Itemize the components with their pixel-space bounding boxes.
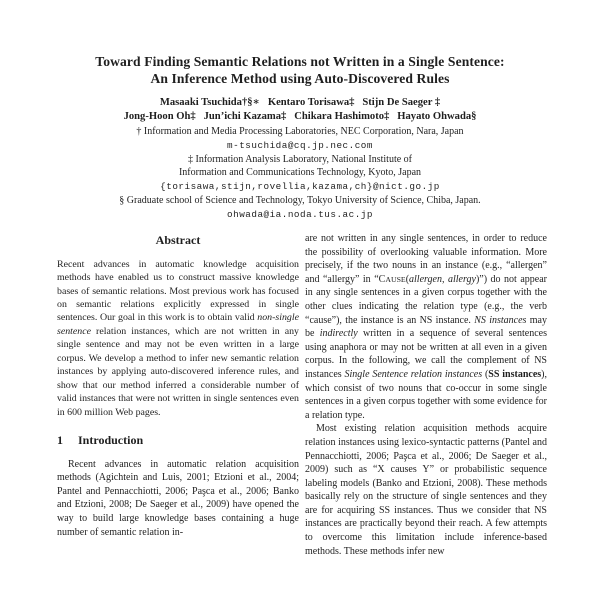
abstract-body: Recent advances in automatic knowledge acquisition methods have enabled us to construct massive knowledge bases of semantic relations. Most previous work has focused on semantic relations explicitly expressed in single sentences. Our goal in this work is to obtain valid non-single sentence relation instances, which are not written in any single sentence and may not be even written in a large corpus. We develop a method to infer new semantic relation instances by applying auto-discovered inference rules, and show that our method inferred a considerable number of valid instances that were not written in single sentences even in 600 million Web pages.	[57, 258, 299, 418]
abstract-heading: Abstract	[155, 233, 201, 247]
section-number: 1	[57, 433, 63, 448]
right-column	[305, 232, 547, 558]
email-tus: ohwada@ia.noda.tus.ac.jp	[227, 208, 373, 220]
email-nict: {torisawa,stijn,rovellia,kazama,ch}@nict.go.jp	[160, 181, 440, 193]
paper-title-line-1: Toward Finding Semantic Relations not Written in a Single Sentence:	[95, 54, 505, 69]
paper-header	[0, 53, 600, 222]
section-heading-introduction	[57, 434, 299, 448]
affiliation-tus: § Graduate school of Science and Technology, Tokyo University of Science, Chiba, Japan.	[119, 194, 481, 206]
right-column-paragraph-2: Most existing relation acquisition methods acquire relation instances using lexico-syntactic patterns (Pantel and Pennacchiotti, 2006; Paşca et al., 2006; De Saeger et al., 2009) such as “X causes Y” or probabilistic sequence labeling models (Banko and Etzioni, 2008). These methods basically rely on the structure of single sentences and they are for acquiring SS instances. Thus we consider that NS instances are practically beyond their reach. A few attempts to overcome this limitation include inference-based methods. These methods infer new	[305, 423, 547, 557]
right-column-paragraph-1: are not written in any single sentences, in order to reduce the possibility of overlooking valuable information. More precisely, if the two nouns in an instance (e.g., “allergen” and “allergy” in “CAUSE(allergen, allergy)”) do not appear in any single sentences in a given corpus together with the other clues indicating the relation type (e.g., the verb “cause”), the instance is an NS instance. NS instances may be indirectly written in a sequence of several sentences using anaphora or may not be written at all even in a given corpus. In the following, we call the complement of NS instances Single Sentence relation instances (SS instances), which consist of two nouns that co-occur in some single sentences in a given corpus together with some evidence for a relation type.	[305, 233, 548, 421]
affiliation-nec: † Information and Media Processing Laboratories, NEC Corporation, Nara, Japan	[136, 126, 464, 137]
authors-line-2: Jong-Hoon Oh‡ Jun’ichi Kazama‡ Chikara Hashimoto‡ Hayato Ohwada§	[123, 111, 477, 122]
section-title: Introduction	[78, 433, 144, 448]
affiliation-nict-line-1: ‡ Information Analysis Laboratory, National Institute of	[187, 153, 413, 165]
left-column	[57, 232, 299, 539]
email-nec: m-tsuchida@cq.jp.nec.com	[227, 139, 373, 151]
authors-line-1: Masaaki Tsuchida†§∗ Kentaro Torisawa‡ Stijn De Saeger ‡	[159, 97, 441, 108]
introduction-paragraph: Recent advances in automatic relation acquisition methods (Agichtein and Luis, 2001; Etzioni et al., 2004; Pantel and Pennacchiotti, 2006; Paşca et al., 2006; Banko and Etzioni, 2008; De Saeger et al., 2009) have opened the way to build large knowledge bases containing a huge number of semantic relation in-	[57, 458, 299, 538]
authors-block	[0, 96, 600, 124]
paper-title-line-2: An Inference Method using Auto-Discovered Rules	[150, 71, 450, 86]
affiliation-nict-line-2: Information and Communications Technology, Kyoto, Japan	[178, 167, 422, 179]
affiliations-block	[0, 125, 600, 222]
